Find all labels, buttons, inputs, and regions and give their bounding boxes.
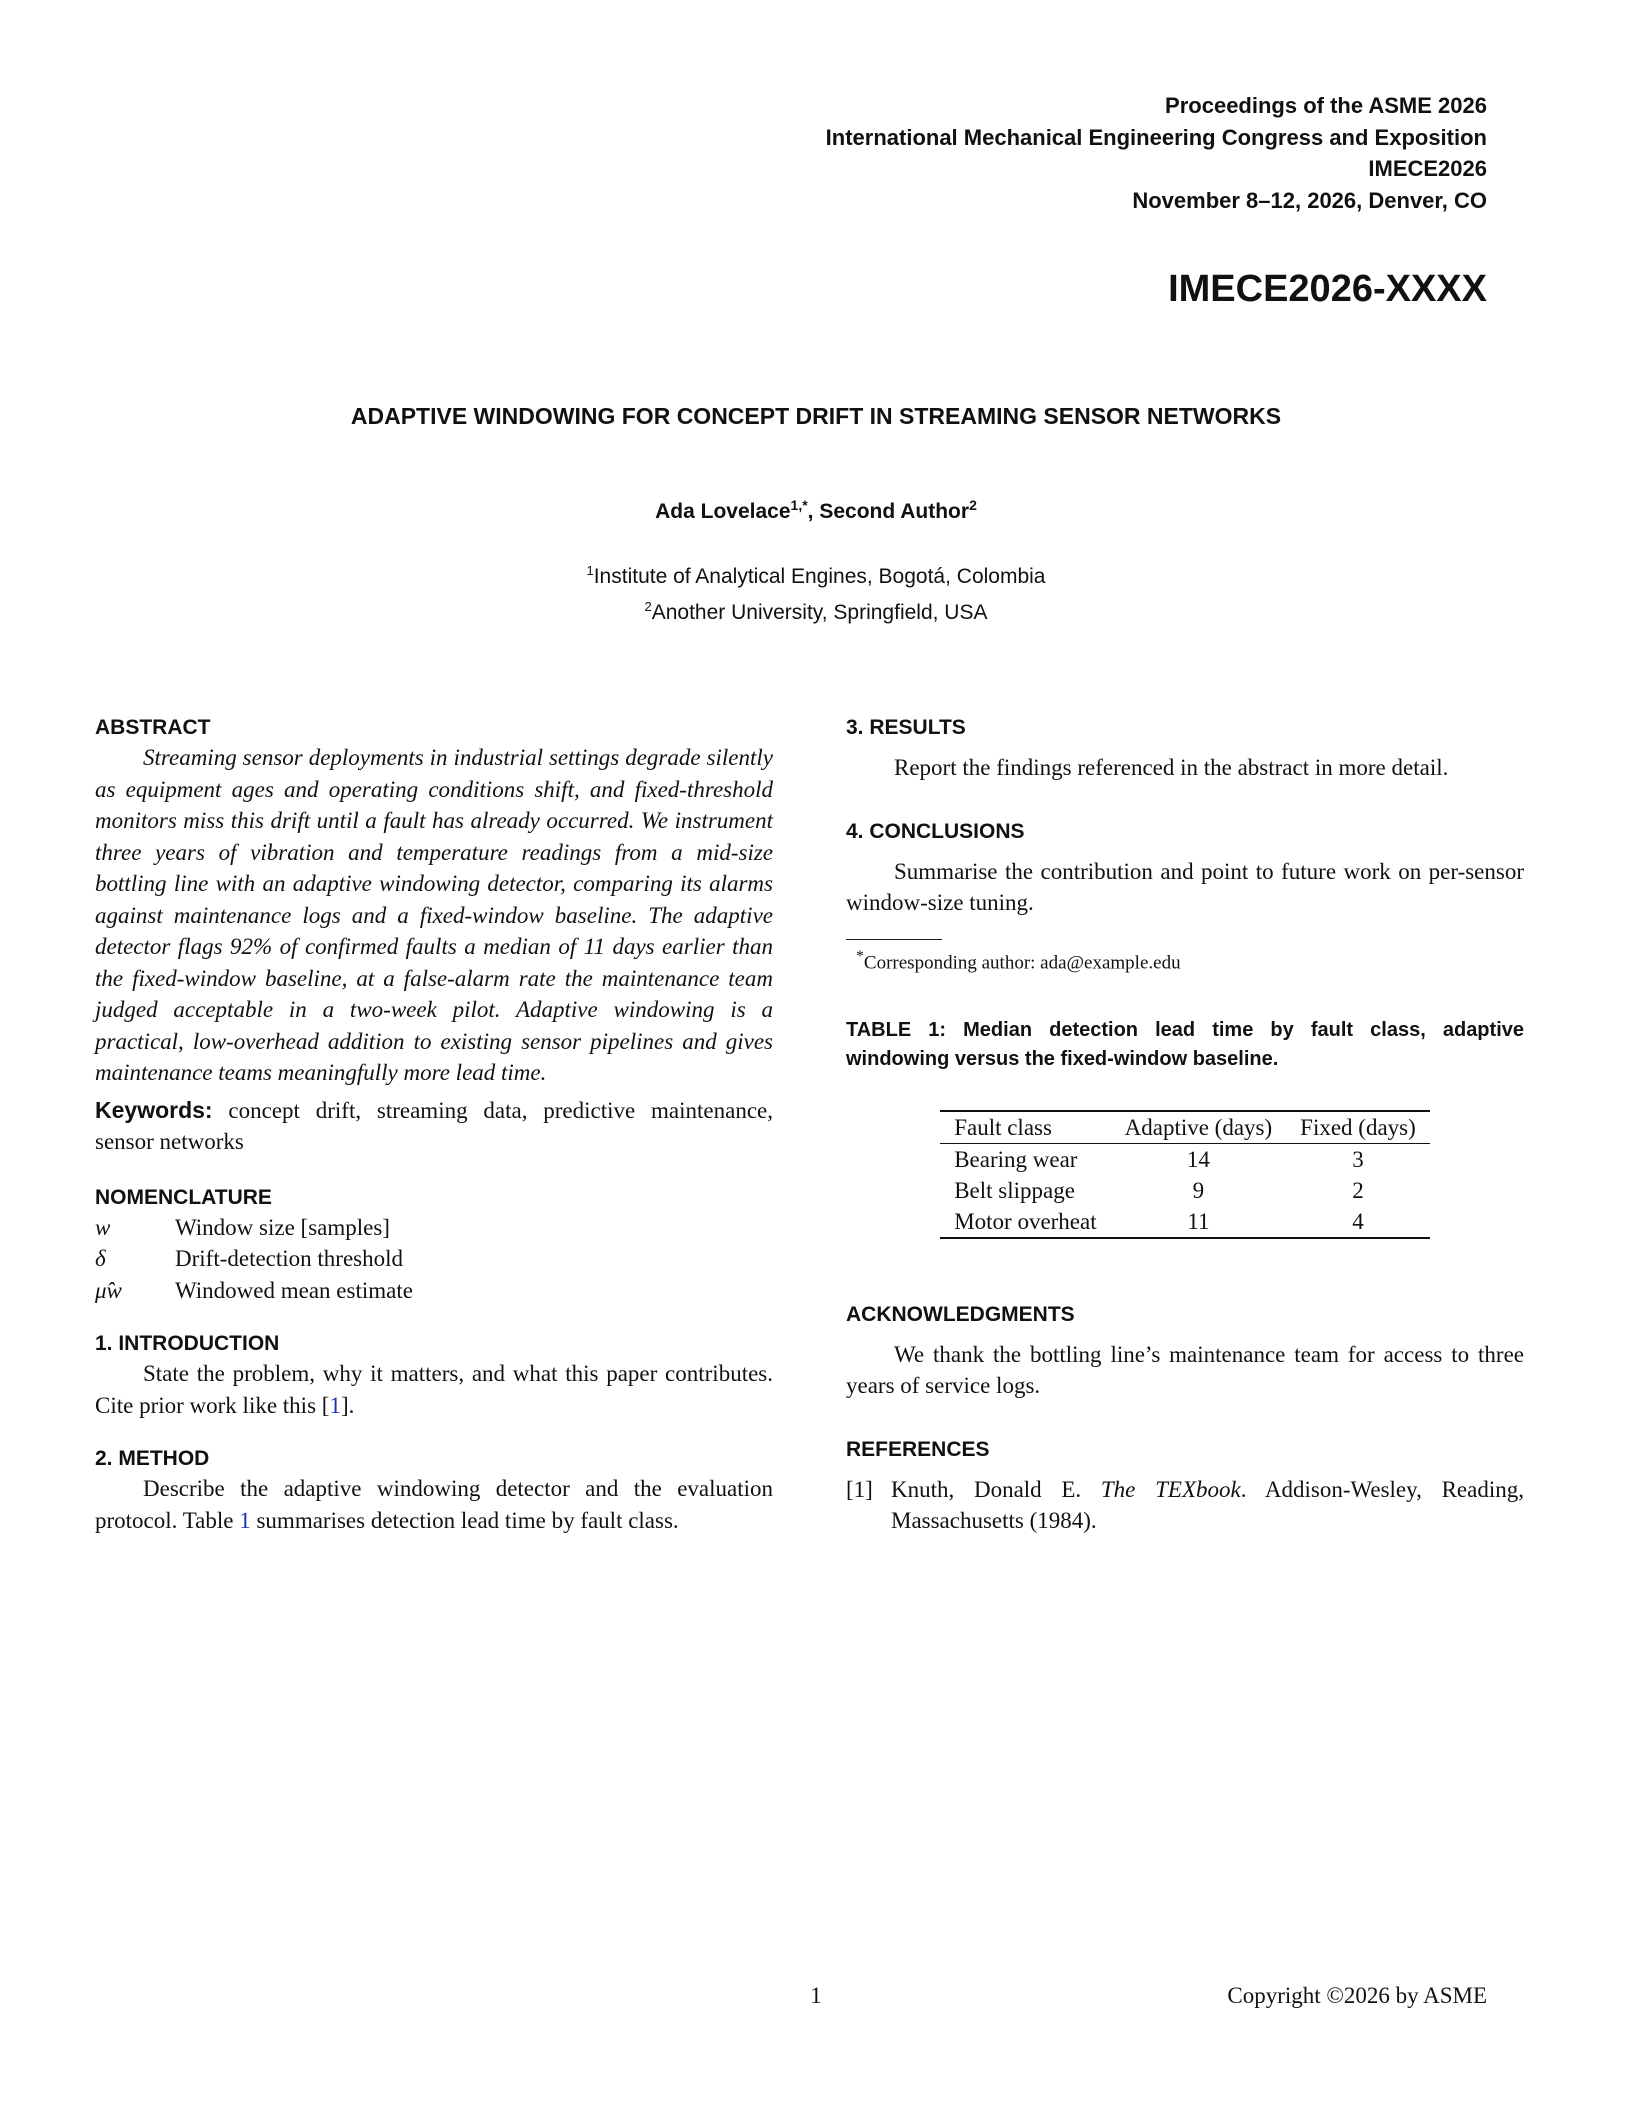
nomenclature-desc: Window size [samples] <box>175 1214 390 1240</box>
page-number: 1 <box>810 1983 822 2008</box>
nomenclature-symbol: δ <box>95 1246 106 1271</box>
table-cell: Motor overheat <box>954 1208 1097 1234</box>
conclusions-text: Summarise the contribution and point to future work on per-sensor window-size tuning. <box>846 858 1524 915</box>
footnote <box>846 944 1524 976</box>
author-list <box>0 497 1632 524</box>
acknowledgments-text: We thank the bottling line’s maintenance team for access to three years of service logs. <box>846 1341 1524 1399</box>
results-text: Report the findings referenced in the abstract in more detail. <box>894 755 1449 780</box>
right-column <box>846 714 1524 1537</box>
introduction-text <box>95 1358 773 1421</box>
reference-text <box>891 1474 1524 1537</box>
table-cell: 4 <box>1352 1208 1364 1234</box>
acknowledgments-heading: ACKNOWLEDGMENTS <box>846 1302 1075 1326</box>
reference-rest: . Addison-Wesley, Reading, Massachusetts (1984). <box>891 1476 1524 1534</box>
introduction-heading: 1. INTRODUCTION <box>95 1332 280 1355</box>
table-cell: Belt slippage <box>954 1177 1075 1203</box>
method-text <box>95 1473 773 1536</box>
method-text-after: summarises detection lead time by fault class. <box>250 1507 679 1533</box>
keywords-text: concept drift, streaming data, predictive maintenance, sensor networks <box>95 1097 773 1154</box>
conference-line-3: IMECE2026 <box>1368 156 1487 181</box>
nomenclature-desc: Windowed mean estimate <box>175 1277 413 1303</box>
nomenclature-heading: NOMENCLATURE <box>95 1185 272 1209</box>
left-column <box>95 714 773 1536</box>
table-ref-link[interactable]: 1 <box>239 1507 251 1533</box>
table-row <box>940 1175 1430 1206</box>
conference-line-4: November 8–12, 2026, Denver, CO <box>1132 187 1487 213</box>
nomenclature-desc: Drift-detection threshold <box>175 1246 404 1271</box>
table-caption-text: Median detection lead time by fault class, adaptive windowing versus the fixed-window baseline. <box>846 1018 1524 1070</box>
affiliation-text: Institute of Analytical Engines, Bogotá, Colombia <box>593 565 1046 588</box>
table-row <box>940 1206 1430 1238</box>
lead-time-table <box>940 1110 1430 1239</box>
author-name: Ada Lovelace <box>655 500 791 523</box>
table-cell: 2 <box>1352 1177 1364 1203</box>
nomenclature-symbol: μ̂w <box>95 1277 122 1303</box>
affiliation <box>0 592 1632 628</box>
nomenclature-item <box>95 1212 773 1244</box>
table-caption-label: TABLE 1: <box>846 1018 947 1041</box>
intro-text-before: State the problem, why it matters, and what this paper contributes. Cite prior work like this [ <box>95 1361 773 1418</box>
method-heading: 2. METHOD <box>95 1447 210 1470</box>
table-cell: Bearing wear <box>954 1146 1078 1172</box>
reference-item <box>846 1474 1524 1537</box>
conference-line-2: International Mechanical Engineering Congress and Exposition <box>825 124 1487 150</box>
copyright-notice: Copyright ©2026 by ASME <box>1227 1983 1487 2008</box>
affiliation-text: Another University, Springfield, USA <box>651 601 988 624</box>
method-text-before: Describe the adaptive windowing detector and the evaluation protocol. Table <box>95 1476 773 1533</box>
table-header-row <box>940 1111 1430 1144</box>
reference-number: [1] <box>846 1476 873 1502</box>
footnote-text: Corresponding author: ada@example.edu <box>863 951 1181 973</box>
table-cell: 14 <box>1186 1146 1210 1172</box>
table-cell: 3 <box>1352 1146 1364 1172</box>
abstract-text: Streaming sensor deployments in industrial settings degrade silently as equipment ages and operating conditions shift, and fixed-threshold monitors miss this drift until a fault has already occurred. We instrument three years of vibration and temperature readings from a mid-size bottling line with an adaptive windowing detector, comparing its alarms against maintenance logs and a fixed-window baseline. The adaptive detector flags 92% of confirmed faults a median of 11 days earlier than the fixed-window baseline, at a false-alarm rate the maintenance team judged acceptable in a two-week pilot. Adaptive windowing is a practical, low-overhead addition to existing sensor pipelines and gives maintenance teams meaningfully more lead time. <box>95 745 773 1085</box>
nomenclature-list <box>95 1212 773 1307</box>
conference-header <box>826 90 1487 216</box>
affiliations <box>0 556 1632 628</box>
table-row <box>940 1143 1430 1175</box>
author-affil-sup: 1,* <box>790 497 808 513</box>
paper-id: IMECE2026-XXXX <box>1168 268 1487 310</box>
author-separator: , <box>807 500 820 523</box>
footnote-mark: * <box>856 947 864 965</box>
table-header-cell: Adaptive (days) <box>1124 1114 1273 1140</box>
reference-authors: Knuth, Donald E. <box>891 1476 1101 1502</box>
affiliation-sup: 2 <box>644 599 652 614</box>
affiliation-sup: 1 <box>586 563 594 578</box>
nomenclature-item <box>95 1275 773 1307</box>
conclusions-heading: 4. CONCLUSIONS <box>846 819 1025 843</box>
abstract-heading: ABSTRACT <box>95 716 211 739</box>
author-affil-sup: 2 <box>969 497 977 513</box>
author-name: Second Author <box>819 500 970 523</box>
results-heading: 3. RESULTS <box>846 716 966 739</box>
references-heading: REFERENCES <box>846 1437 990 1461</box>
reference-title: The TEXbook <box>1100 1476 1241 1502</box>
table-cell: 9 <box>1192 1177 1205 1203</box>
table-cell: 11 <box>1187 1208 1210 1234</box>
nomenclature-item <box>95 1243 773 1275</box>
table-header-cell: Fault class <box>954 1114 1052 1140</box>
keywords <box>95 1095 773 1158</box>
footnote-rule <box>846 939 942 940</box>
conference-line-1: Proceedings of the ASME 2026 <box>1165 93 1487 118</box>
table-caption <box>846 1016 1524 1074</box>
intro-text-after: ]. <box>340 1392 355 1418</box>
affiliation <box>0 556 1632 592</box>
citation-link[interactable]: 1 <box>329 1392 341 1418</box>
paper-title: ADAPTIVE WINDOWING FOR CONCEPT DRIFT IN STREAMING SENSOR NETWORKS <box>350 403 1282 429</box>
nomenclature-symbol: w <box>95 1214 111 1240</box>
table-header-cell: Fixed (days) <box>1300 1114 1416 1140</box>
keywords-label: Keywords: <box>95 1096 213 1123</box>
